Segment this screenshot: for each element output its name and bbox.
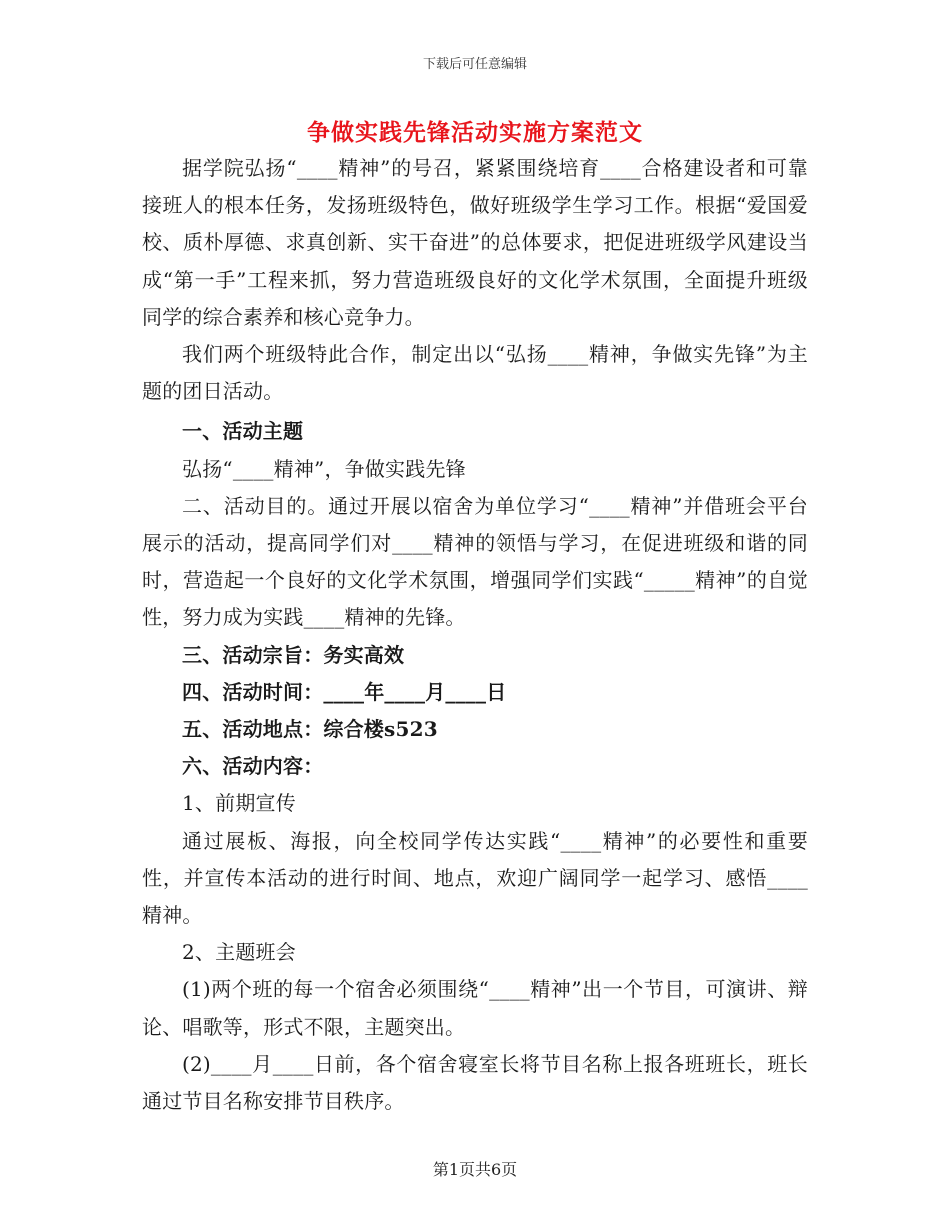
paragraph-cooperation: 我们两个班级特此合作，制定出以“弘扬____精神，争做实先锋”为主题的团日活动。	[142, 342, 808, 404]
header-note: 下载后可任意编辑	[422, 57, 527, 72]
paragraph-publicity: 通过展板、海报，向全校同学传达实践“____精神”的必要性和重要性，并宣传本活动的进行时间、地点，欢迎广阔同学一起学习、感悟____精神。	[142, 828, 808, 928]
paragraph-item-1: (1)两个班的每一个宿舍必须围绕“____精神”出一个节目，可演讲、辩论、唱歌等，形式不限，主题突出。	[142, 977, 808, 1039]
subheading-class-meeting: 2、主题班会	[182, 940, 296, 965]
heading-activity-theme: 一、活动主题	[182, 419, 304, 444]
heading-activity-content: 六、活动内容：	[182, 754, 324, 779]
paragraph-purpose: 二、活动目的。通过开展以宿舍为单位学习“____精神”并借班会平台展示的活动，提高同学们对____精神的领悟与学习，在促进班级和谐的同时，营造起一个良好的文化学术氛围，增强同学们实践“_____精神”的自觉性，努力成为实践____精神的先锋。	[142, 493, 808, 630]
paragraph-intro: 据学院弘扬“____精神”的号召，紧紧围绕培育____合格建设者和可靠接班人的根本任务，发扬班级特色，做好班级学生学习工作。根据“爱国爱校、质朴厚德、求真创新、实干奋进”的总体要求，把促进班级学风建设当成“第一手”工程来抓，努力营造班级良好的文化学术氛围，全面提升班级同学的综合素养和核心竞争力。	[142, 156, 808, 329]
paragraph-item-2: (2)____月____日前，各个宿舍寝室长将节目名称上报各班班长，班长通过节目名称安排节目秩序。	[142, 1051, 808, 1114]
page-number: 第1页共6页	[432, 1160, 518, 1179]
paragraph-theme: 弘扬“____精神”，争做实践先锋	[182, 456, 466, 481]
heading-activity-location: 五、活动地点：综合楼s523	[182, 717, 438, 742]
heading-activity-time: 四、活动时间：____年____月____日	[182, 679, 507, 704]
document-title: 争做实践先锋活动实施方案范文	[307, 119, 643, 146]
document-body	[142, 150, 808, 1120]
heading-activity-principle: 三、活动宗旨：务实高效	[182, 642, 405, 667]
subheading-publicity: 1、前期宣传	[182, 791, 296, 816]
